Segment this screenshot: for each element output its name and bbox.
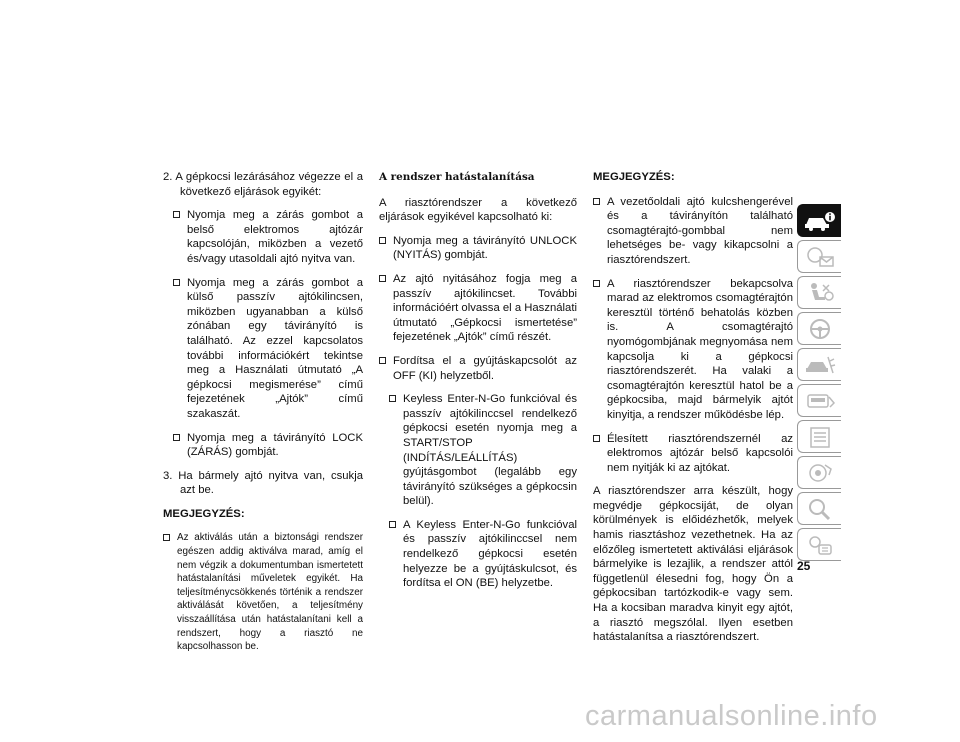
- false-alarm-paragraph: A riasztórendszer arra készült, hogy megvédje gépkocsiját, de olyan körülmények is előidézhetők, melyek hamis riasztáshoz vezethetnek. Ha az előzőleg ismertetett aktiválási eljárások bármelyike is lezajlik, a rendszer attól függetlenül élesedni fog, hogy Ön a gépkocsiban tartózkodik-e vagy sem. Ha a kocsiban maradva kinyit egy ajtót, a riasztó megszólal. Ilyen esetben hatástalanítsa a riasztórendszert.: [593, 485, 793, 644]
- checkbox-bullet-icon: [379, 357, 386, 364]
- airbag-seat-icon: [803, 281, 837, 305]
- checkbox-bullet-icon: [163, 534, 170, 541]
- checkbox-bullet-icon: [389, 395, 396, 402]
- tab-car-service[interactable]: [797, 384, 841, 417]
- tab-index[interactable]: [797, 492, 841, 525]
- tab-car-info[interactable]: [797, 204, 841, 237]
- step-3: 3. Ha bármely ajtó nyitva van, csukja azt be.: [163, 469, 363, 497]
- bullet-liftgate: A riasztórendszer bekapcsolva marad az elektromos csomagtérajtón keresztül történő behatolás közben is. A csomagtérajtó nyomógombjának megnyomása nem kapcsolja ki a gépkocsi riasztórendszerét. Ha valaki a csomagtérajtón keresztül hatol be a gépkocsiba, majd bármelyik ajtót kinyitja, a rendszer működésbe lép.: [593, 277, 793, 423]
- bullet-remote-lock: Nyomja meg a távirányító LOCK (ZÁRÁS) gombját.: [173, 431, 363, 460]
- page-number: 25: [797, 559, 811, 573]
- infotainment-icon: [803, 461, 837, 485]
- bullet-remote-unlock: Nyomja meg a távirányító UNLOCK (NYITÁS) gombját.: [379, 234, 577, 263]
- bullet-passive-handle: Az ajtó nyitásához fogja meg a passzív ajtókilincset. További információért olvassa el a Használati útmutató „Gépkocsi ismertetése” fejezetének „Ajtók” című részét.: [379, 272, 577, 345]
- bullet-armed-switches: Élesített riasztórendszernél az elektromos ajtózár belső kapcsolói nem nyitják ki az ajtókat.: [593, 432, 793, 476]
- left-column: [163, 170, 363, 663]
- bullet-exterior-handle: Nyomja meg a zárás gombot a külső passzív ajtókilincsen, miközben ugyanabban a külső zónában egy távirányító is található. Az ezzel kapcsolatos további információkért tekintse meg a Használati útmutató „A gépkocsi megismerése” című fejezetének „Ajtók” című szakaszát.: [173, 276, 363, 422]
- middle-column: [379, 170, 577, 600]
- note-heading-right: MEGJEGYZÉS:: [593, 171, 675, 183]
- tab-infotainment[interactable]: [797, 456, 841, 489]
- checkbox-bullet-icon: [379, 237, 386, 244]
- checkbox-bullet-icon: [593, 198, 600, 205]
- car-info-icon: [803, 210, 837, 232]
- subbullet-keyless: Keyless Enter-N-Go funkcióval és passzív ajtókilinccsel rendelkező gépkocsi esetén nyomja meg a START/STOP (INDÍTÁS/LEÁLLÍTÁS) gyújtásgombot (legalább egy távirányító szükséges a gépkocsin belül).: [389, 392, 577, 509]
- checkbox-bullet-icon: [379, 275, 386, 282]
- tab-car-crash[interactable]: [797, 348, 841, 381]
- car-service-icon: [803, 389, 837, 413]
- section-heading: A rendszer hatástalanítása: [379, 171, 535, 183]
- checkbox-bullet-icon: [593, 435, 600, 442]
- tab-language[interactable]: [797, 528, 841, 561]
- tab-steering[interactable]: [797, 312, 841, 345]
- watermark: carmanualsonline.info: [585, 700, 878, 732]
- tab-checklist[interactable]: [797, 420, 841, 453]
- chapter-tabs: [797, 204, 841, 564]
- note-text: Az aktiválás után a biztonsági rendszer egészen addig aktiválva marad, amíg el nem végzik a dokumentumban ismertetett hatástalanítási műveletek egyikét. Ha teljesítménycsökkenés történik a rendszer aktiválását követően, a teljesítmény visszaállítása után hatástalanítani kell a rendszert, hogy a riasztó ne kapcsolhasson be.: [163, 531, 363, 653]
- magnifier-icon: [803, 497, 837, 521]
- steering-wheel-icon: [803, 317, 837, 341]
- bullet-key-cylinder: A vezetőoldali ajtó kulcshengerével és a távirányítón található csomagtérajtó-gombbal nem lehetséges be- vagy kikapcsolni a riasztórendszert.: [593, 195, 793, 268]
- warning-lights-icon: [803, 245, 837, 269]
- note-heading: MEGJEGYZÉS:: [163, 507, 245, 520]
- section-intro: A riasztórendszer a következő eljárások egyikével kapcsolható ki:: [379, 196, 577, 224]
- language-icon: [803, 533, 837, 557]
- bullet-ignition: Fordítsa el a gyújtáskapcsolót az OFF (KI) helyzetből.: [379, 354, 577, 383]
- checkbox-bullet-icon: [173, 211, 180, 218]
- bullet-interior-lock: Nyomja meg a zárás gombot a belső elektromos ajtózár kapcsolóján, miközben a vezető és/vagy utasoldali ajtó nyitva van.: [173, 208, 363, 266]
- checkbox-bullet-icon: [389, 521, 396, 528]
- step-2: 2. A gépkocsi lezárásához végezze el a következő eljárások egyikét:: [163, 171, 363, 198]
- checklist-icon: [803, 425, 837, 449]
- checkbox-bullet-icon: [173, 279, 180, 286]
- car-crash-icon: [803, 353, 837, 377]
- checkbox-bullet-icon: [593, 280, 600, 287]
- checkbox-bullet-icon: [173, 434, 180, 441]
- right-column: [593, 170, 793, 654]
- tab-airbag-seat[interactable]: [797, 276, 841, 309]
- subbullet-non-keyless: A Keyless Enter-N-Go funkcióval és passzív ajtókilinccsel nem rendelkező gépkocsi esetén helyezze be a gyújtáskulcsot, és fordítsa el ON (BE) helyzetbe.: [389, 518, 577, 591]
- tab-warning-lights[interactable]: [797, 240, 841, 273]
